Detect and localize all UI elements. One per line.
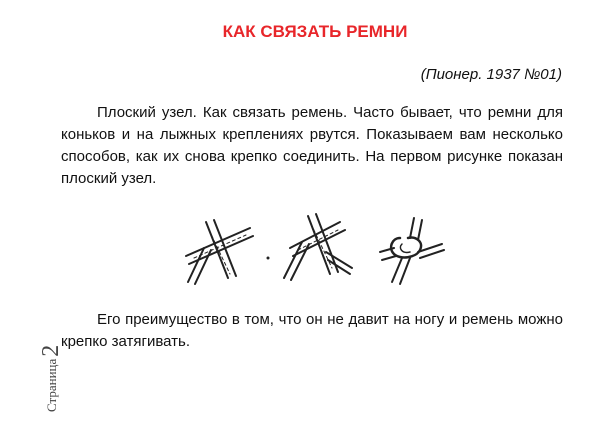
knot-illustration-2 bbox=[284, 214, 352, 280]
article-source: (Пионер. 1937 №01) bbox=[420, 66, 562, 83]
knot-illustration-3 bbox=[380, 218, 444, 284]
article-title: КАК СВЯЗАТЬ РЕМНИ bbox=[222, 22, 408, 41]
paragraph-advantage: Его преимущество в том, что он не давит на ногу и ремень можно крепко затягивать. bbox=[61, 311, 563, 350]
side-page-number bbox=[38, 345, 65, 412]
knot-illustrations bbox=[180, 208, 460, 290]
ink-dot bbox=[267, 257, 270, 260]
paragraph-intro: Плоский узел. Как связать ремень. Часто бывает, что ремни для коньков и на лыжных креплениях рвутся. Показываем вам несколько способов, как их снова крепко соединить. На первом рисунке показан плоский узел. bbox=[61, 104, 563, 187]
page-label: Страница bbox=[44, 358, 59, 412]
page-number: 2 bbox=[38, 344, 64, 357]
knot-illustration-1 bbox=[186, 220, 253, 284]
